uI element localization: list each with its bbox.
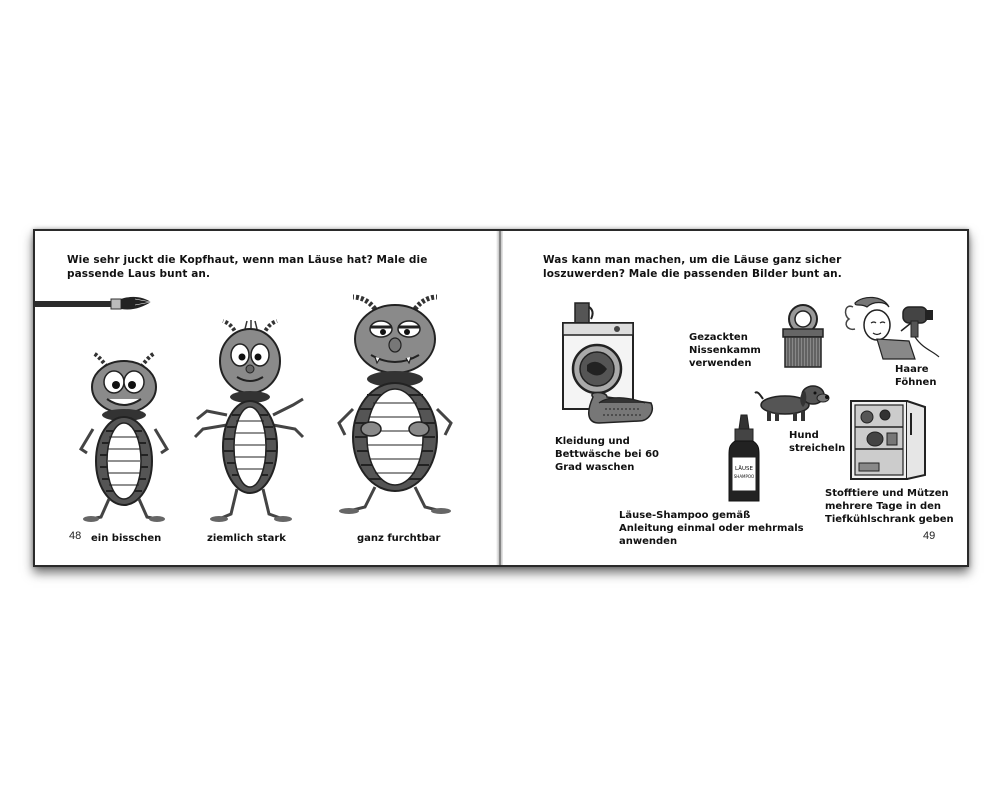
- right-page: [503, 231, 967, 565]
- dog-caption: Hund streicheln: [789, 430, 846, 454]
- hair-dryer-icon: [843, 293, 941, 363]
- right-page-prompt: Was kann man machen, um die Läuse ganz sicher loszuwerden? Male die passenden Bilder bunt an.: [543, 254, 842, 280]
- paintbrush-icon: [35, 293, 155, 317]
- left-page-prompt: Wie sehr juckt die Kopfhaut, wenn man Läuse hat? Male die passende Laus bunt an.: [67, 254, 428, 280]
- louse-caption-3: ganz furchtbar: [357, 533, 441, 544]
- louse-large-illustration: [331, 289, 461, 519]
- laundry-caption: Kleidung und Bettwäsche bei 60 Grad waschen: [555, 436, 659, 473]
- washing-machine-icon: [559, 299, 659, 429]
- shampoo-caption: Läuse-Shampoo gemäß Anleitung einmal oder mehrmals anwenden: [619, 510, 804, 547]
- shampoo-label-line2: SHAMPOO: [733, 474, 755, 479]
- freezer-caption: Stofftiere und Mützen mehrere Tage in den Tiefkühlschrank geben: [825, 488, 954, 525]
- page-number-right: 49: [923, 530, 936, 542]
- freezer-icon: [847, 399, 931, 483]
- page-number-left: 48: [69, 530, 82, 542]
- louse-caption-1: ein bisschen: [91, 533, 162, 544]
- dog-icon: [755, 385, 829, 423]
- louse-medium-illustration: [193, 319, 308, 524]
- louse-caption-2: ziemlich stark: [207, 533, 286, 544]
- comb-caption: Gezackten Nissenkamm verwenden: [689, 332, 761, 369]
- open-book: [33, 229, 969, 567]
- left-page: [35, 231, 497, 565]
- shampoo-bottle-icon: [727, 415, 761, 505]
- louse-small-illustration: [79, 349, 169, 524]
- nit-comb-icon: [773, 303, 833, 373]
- shampoo-label-line1: LÄUSE: [735, 466, 753, 472]
- hairdryer-caption: Haare Föhnen: [895, 364, 937, 388]
